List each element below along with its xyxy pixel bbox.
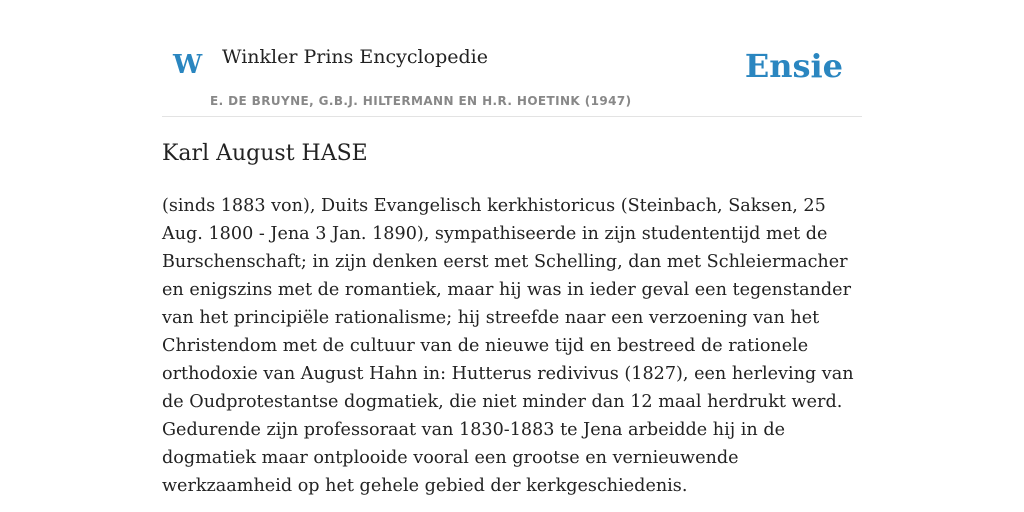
article-body: (sinds 1883 von), Duits Evangelisch kerkhistoricus (Steinbach, Saksen, 25 Aug. 1800 - Jena 3 Jan. 1890), sympathiseerde in zijn studententijd met de Burschenschaft; in zijn denken eerst met Schelling, dan met Schleiermacher en enigszins met de romantiek, maar hij was in ieder geval een tegenstander van het principiële rationalisme; hij streefde naar een verzoening van het Christendom met de cultuur van de nieuwe tijd en bestreed de rationele orthodoxie van August Hahn in: Hutterus redivivus (1827), een herleving van de Oudprotestantse dogmatiek, die niet minder dan 12 maal herdrukt werd. Gedurende zijn professoraat van 1830-1883 te Jena arbeidde hij in de dogmatiek maar ontplooide vooral een grootse en vernieuwende werkzaamheid op het gehele gebied der kerkgeschiedenis. xyxy=(162,196,854,496)
publication-authors: E. DE BRUYNE, G.B.J. HILTERMANN EN H.R. HOETINK (1947) xyxy=(210,94,632,108)
publication-title[interactable]: Winkler Prins Encyclopedie xyxy=(222,46,488,68)
header xyxy=(162,0,862,117)
winkler-prins-logo[interactable]: W xyxy=(173,50,203,80)
page-container xyxy=(162,0,862,496)
ensie-logo[interactable]: Ensie xyxy=(744,47,843,85)
article-title: Karl August HASE xyxy=(162,141,368,166)
